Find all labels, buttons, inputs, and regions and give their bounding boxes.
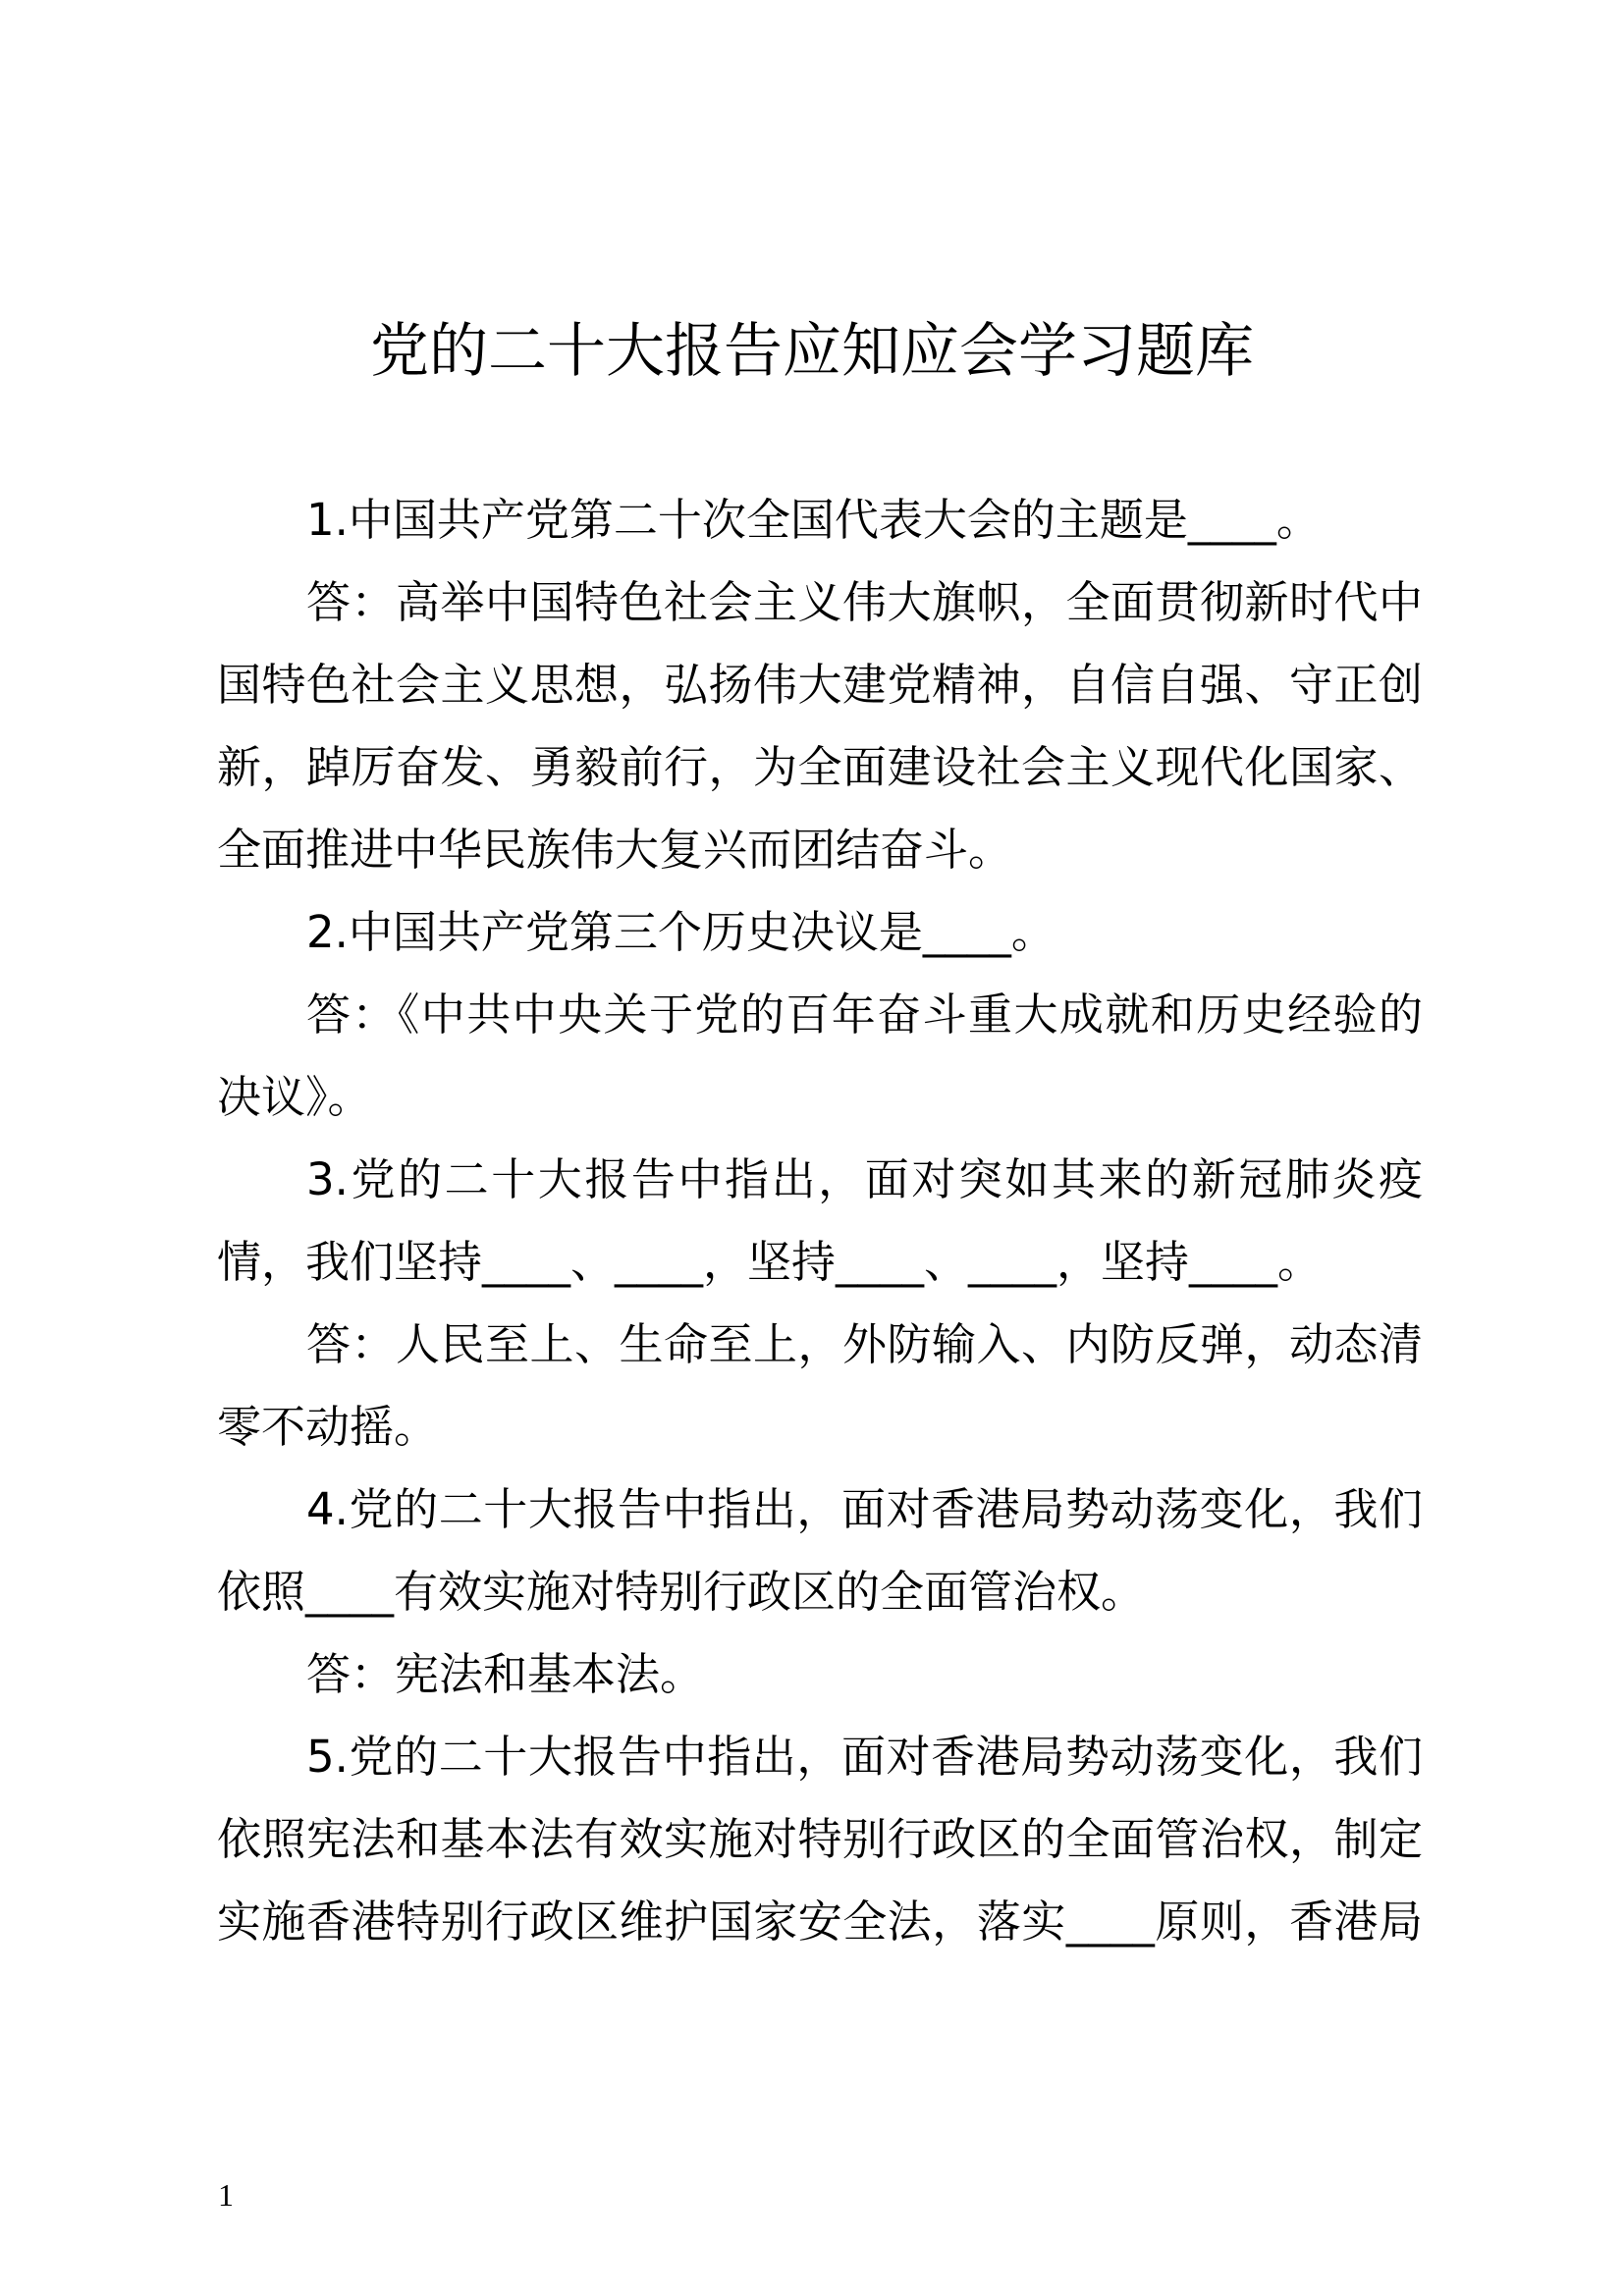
question-4-line: 4.党的二十大报告中指出，面对香港局势动荡变化，我们 [306,1483,1423,1535]
answer-2-line: 决议》。 [217,1071,372,1123]
question-5-line: 实施香港特别行政区维护国家安全法，落实____原则，香港局 [217,1896,1423,1948]
answer-1-line: 全面推进中华民族伟大复兴而团结奋斗。 [217,824,1013,876]
answer-4: 答：宪法和基本法。 [306,1648,705,1700]
document-title: 党的二十大报告应知应会学习题库 [370,317,1254,386]
question-3-line: 3.党的二十大报告中指出，面对突如其来的新冠肺炎疫 [306,1153,1423,1205]
question-4-line: 依照____有效实施对特别行政区的全面管治权。 [217,1566,1146,1618]
answer-1-line: 答：高举中国特色社会主义伟大旗帜，全面贯彻新时代中 [306,576,1423,628]
answer-2-line: 答：《中共中央关于党的百年奋斗重大成就和历史经验的 [306,988,1423,1041]
answer-1-line: 新，踔厉奋发、勇毅前行，为全面建设社会主义现代化国家、 [217,741,1423,793]
page-number: 1 [218,2177,234,2213]
answer-3-line: 零不动摇。 [217,1401,439,1453]
question-5-line: 依照宪法和基本法有效实施对特别行政区的全面管治权，制定 [217,1813,1423,1865]
answer-3-line: 答：人民至上、生命至上，外防输入、内防反弹，动态清 [306,1318,1423,1370]
answer-1-line: 国特色社会主义思想，弘扬伟大建党精神，自信自强、守正创 [217,659,1423,711]
question-1: 1.中国共产党第二十次全国代表大会的主题是____。 [306,494,1321,546]
question-5-line: 5.党的二十大报告中指出，面对香港局势动荡变化，我们 [306,1731,1423,1783]
question-2: 2.中国共产党第三个历史决议是____。 [306,906,1056,958]
question-3-line: 情，我们坚持____、____，坚持____、____，坚持____。 [217,1236,1323,1288]
document-body [217,479,1423,1963]
